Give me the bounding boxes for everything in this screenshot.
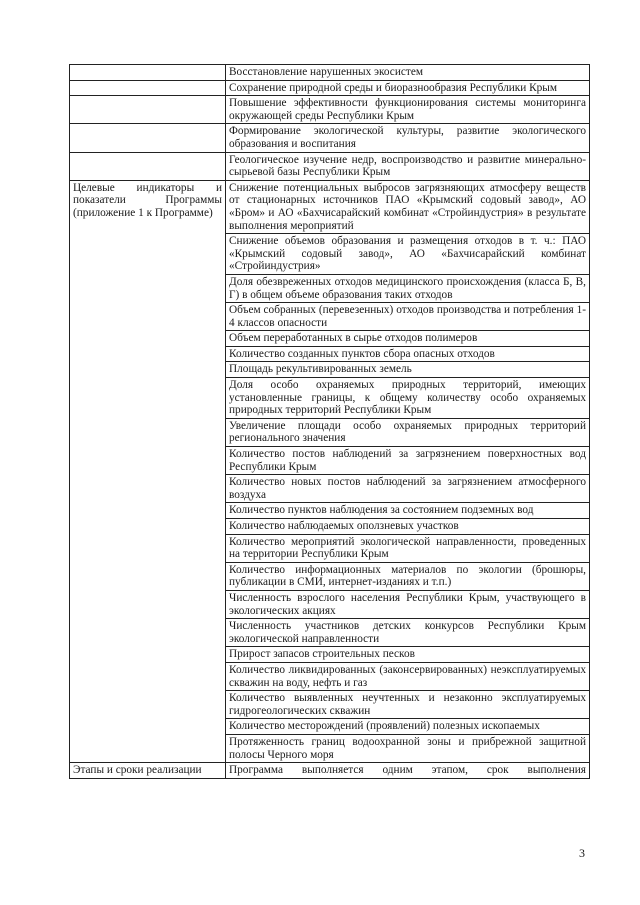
table-row (70, 80, 590, 96)
indicator-cell: Объем собранных (перевезенных) отходов производства и потребления 1-4 классов опасности (226, 303, 590, 331)
indicator-cell: Количество пунктов наблюдения за состоянием подземных вод (226, 503, 590, 519)
indicator-cell: Численность взрослого населения Республики Крым, участвующего в экологических акциях (226, 590, 590, 618)
indicator-cell: Прирост запасов строительных песков (226, 647, 590, 663)
indicator-cell: Количество наблюдаемых оползневых участков (226, 519, 590, 535)
indicator-cell: Количество мероприятий экологической направленности, проведенных на территории Республики Крым (226, 534, 590, 562)
empty-label-cell (70, 80, 226, 96)
empty-label-cell (70, 96, 226, 124)
objective-cell: Сохранение природной среды и биоразнообразия Республики Крым (226, 80, 590, 96)
table-row (70, 65, 590, 81)
indicator-cell: Площадь рекультивированных земель (226, 362, 590, 378)
objective-cell: Формирование экологической культуры, развитие экологического образования и воспитания (226, 124, 590, 152)
indicator-cell: Количество новых постов наблюдений за загрязнением атмосферного воздуха (226, 475, 590, 503)
indicators-label-cell: Целевые индикаторы и показатели Программы (приложение 1 к Программе) (70, 180, 226, 762)
empty-label-cell (70, 152, 226, 180)
table-row (70, 124, 590, 152)
indicator-cell: Доля обезвреженных отходов медицинского происхождения (класса Б, В, Г) в общем объеме образования таких отходов (226, 274, 590, 302)
page-number: 3 (579, 846, 585, 860)
indicator-cell: Количество выявленных неучтенных и незаконно эксплуатируемых гидрогеологических скважин (226, 691, 590, 719)
stages-value-cell: Программа выполняется одним этапом, срок выполнения (226, 763, 590, 779)
indicator-cell: Увеличение площади особо охраняемых природных территорий регионального значения (226, 418, 590, 446)
indicator-cell: Численность участников детских конкурсов Республики Крым экологической направленности (226, 619, 590, 647)
indicator-cell: Количество созданных пунктов сбора опасных отходов (226, 346, 590, 362)
empty-label-cell (70, 124, 226, 152)
table-row (70, 96, 590, 124)
indicator-cell: Протяженность границ водоохранной зоны и прибрежной защитной полосы Черного моря (226, 734, 590, 762)
indicator-cell: Снижение объемов образования и размещения отходов в т. ч.: ПАО «Крымский содовый завод», АО «Бахчисарайский комбинат «Стройиндустрия» (226, 234, 590, 275)
table-row (70, 152, 590, 180)
table-row (70, 763, 590, 779)
indicator-cell: Количество постов наблюдений за загрязнением поверхностных вод Республики Крым (226, 447, 590, 475)
table-row (70, 180, 590, 233)
program-passport-table (69, 64, 590, 779)
indicator-cell: Количество ликвидированных (законсервированных) неэксплуатируемых скважин на воду, нефть и газ (226, 662, 590, 690)
indicator-cell: Доля особо охраняемых природных территорий, имеющих установленные границы, к общему количеству особо охраняемых природных территорий Республики Крым (226, 378, 590, 419)
indicator-cell: Объем переработанных в сырье отходов полимеров (226, 331, 590, 347)
empty-label-cell (70, 65, 226, 81)
indicator-cell: Количество информационных материалов по экологии (брошюры, публикации в СМИ, интернет-изданиях и т.п.) (226, 562, 590, 590)
indicator-cell: Снижение потенциальных выбросов загрязняющих атмосферу веществ от стационарных источников ПАО «Крымский содовый завод», АО «Бром» и АО «Бахчисарайский комбинат «Стройиндустрия» в результате выполнения мероприятий (226, 180, 590, 233)
indicator-cell: Количество месторождений (проявлений) полезных ископаемых (226, 719, 590, 735)
stages-label-cell: Этапы и сроки реализации (70, 763, 226, 779)
objective-cell: Повышение эффективности функционирования системы мониторинга окружающей среды Республики Крым (226, 96, 590, 124)
objective-cell: Геологическое изучение недр, воспроизводство и развитие минерально-сырьевой базы Республики Крым (226, 152, 590, 180)
objective-cell: Восстановление нарушенных экосистем (226, 65, 590, 81)
